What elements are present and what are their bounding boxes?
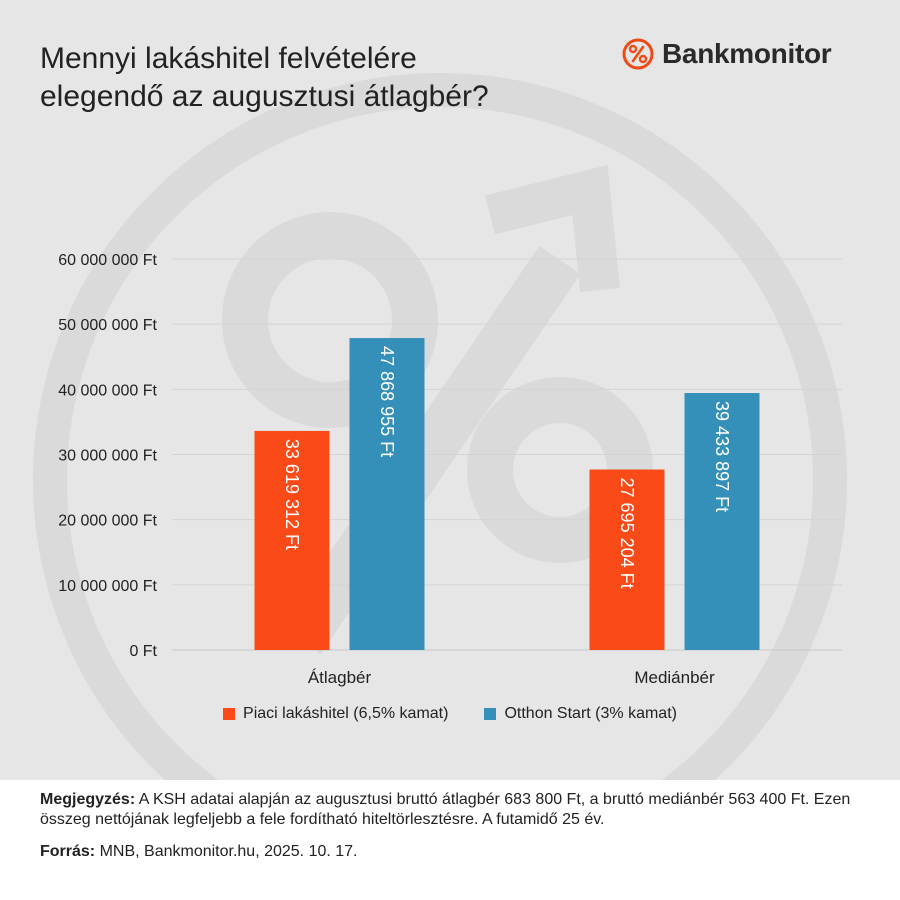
y-tick-label-2: 20 000 000 Ft xyxy=(58,512,157,530)
legend-item-series-1 xyxy=(223,705,448,723)
source-line xyxy=(40,842,860,862)
x-tick-label-1: Átlagbér xyxy=(307,668,372,687)
legend-item-series-2 xyxy=(484,705,677,723)
legend-swatch-series-1 xyxy=(223,708,235,720)
y-tick-label-0: 0 Ft xyxy=(129,643,157,660)
y-tick-label-5: 50 000 000 Ft xyxy=(58,317,157,335)
brand-name: Bankmonitor xyxy=(662,38,832,69)
legend-swatch-series-2 xyxy=(484,708,496,720)
y-tick-label-6: 60 000 000 Ft xyxy=(58,252,157,269)
title-line-1: Mennyi lakáshitel felvételére xyxy=(40,42,417,75)
footnote-text: A KSH adatai alapján az augusztusi bruttó átlagbér 683 800 Ft, a bruttó mediánbér 563 400 Ft. Ezen összeg nettójának legfeljebb a fele fordítható hiteltörlesztésre. A futamidő 25 év. xyxy=(40,791,851,828)
footnote-label: Megjegyzés: xyxy=(40,791,136,808)
data-label-series-1-2: 27 695 204 Ft xyxy=(617,477,637,589)
data-label-series-2-2: 39 433 897 Ft xyxy=(712,401,732,513)
source-text: MNB, Bankmonitor.hu, 2025. 10. 17. xyxy=(95,843,358,860)
data-label-series-1-1: 33 619 312 Ft xyxy=(282,438,302,551)
x-tick-label-2: Mediánbér xyxy=(634,668,715,687)
legend-label-series-2: Otthon Start (3% kamat) xyxy=(504,705,677,722)
title-line-2: elegendő az augusztusi átlagbér? xyxy=(40,80,489,113)
legend xyxy=(0,705,900,723)
y-tick-label-4: 40 000 000 Ft xyxy=(58,382,157,400)
y-tick-label-1: 10 000 000 Ft xyxy=(58,577,157,595)
footnote xyxy=(40,790,860,830)
source-label: Forrás: xyxy=(40,843,96,860)
data-label-series-2-1: 47 868 955 Ft xyxy=(377,346,397,458)
y-tick-label-3: 30 000 000 Ft xyxy=(58,447,157,465)
footer xyxy=(40,790,860,862)
legend-label-series-1: Piaci lakáshitel (6,5% kamat) xyxy=(243,705,449,722)
